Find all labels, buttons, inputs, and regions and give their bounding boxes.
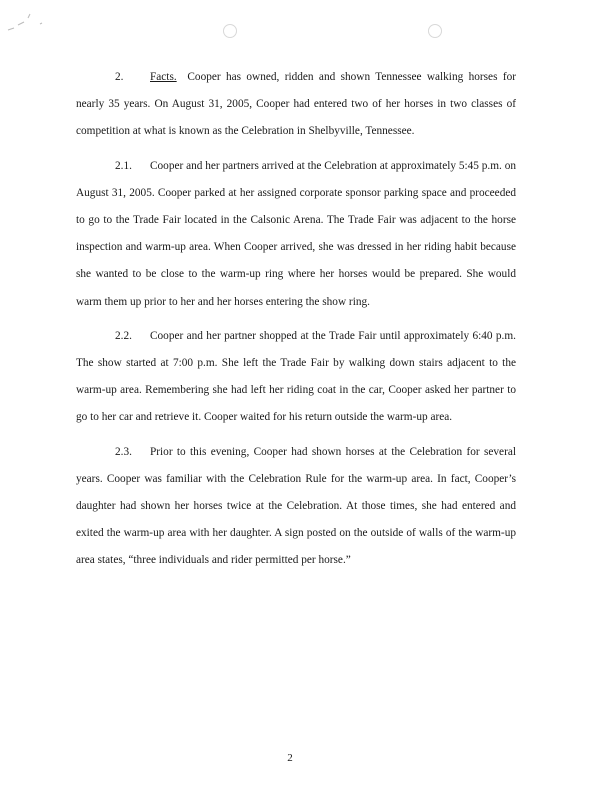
paragraph-number: 2.2. bbox=[115, 329, 132, 342]
paragraph-text: Prior to this evening, Cooper had shown horses at the Celebration for several years. Cooper was familiar with the Celebration Rule for the warm-up area. In fact, Cooper’s daughter had shown her horses twice at the Celebration. At those times, she had entered and exited the warm-up area with her daughter. A sign posted on the outside of walls of the warm-up area states, “three individuals and rider permitted per horse.” bbox=[76, 445, 516, 567]
punch-hole-right bbox=[428, 24, 442, 38]
paragraph-text: Cooper and her partners arrived at the Celebration at approximately 5:45 p.m. on August 31, 2005. Cooper parked at her assigned corporate sponsor parking space and proceeded to go to the Trade Fair located in the Calsonic Arena. The Trade Fair was adjacent to the horse inspection and warm-up area. When Cooper arrived, she was dressed in her riding habit because she wanted to be close to the warm-up ring where her horses would be prepared. She would warm them up prior to her and her horses entering the show ring. bbox=[76, 159, 516, 308]
paragraph-number: 2.3. bbox=[115, 445, 132, 458]
section-heading: Facts. bbox=[150, 71, 177, 83]
paragraph-2-1 bbox=[76, 153, 516, 316]
paragraph-2-3 bbox=[76, 439, 516, 575]
paragraph-text: Cooper has owned, ridden and shown Tennessee walking horses for nearly 35 years. On August 31, 2005, Cooper had entered two of her horses in two classes of competition at what is known as the Celebration in Shelbyville, Tennessee. bbox=[76, 71, 516, 138]
punch-hole-left bbox=[223, 24, 237, 38]
paragraph-text: Cooper and her partner shopped at the Trade Fair until approximately 6:40 p.m. The show started at 7:00 p.m. She left the Trade Fair by walking down stairs adjacent to the warm-up area. Remembering she had left her riding coat in the car, Cooper asked her partner to go to her car and retrieve it. Cooper waited for his return outside the warm-up area. bbox=[76, 329, 516, 424]
body-text bbox=[76, 64, 516, 575]
paragraph-2 bbox=[76, 64, 516, 146]
page-number: 2 bbox=[287, 752, 293, 764]
scan-speck-marks bbox=[6, 8, 54, 38]
paragraph-number: 2.1. bbox=[115, 159, 132, 172]
paragraph-number: 2. bbox=[115, 71, 124, 83]
paragraph-2-2 bbox=[76, 323, 516, 432]
